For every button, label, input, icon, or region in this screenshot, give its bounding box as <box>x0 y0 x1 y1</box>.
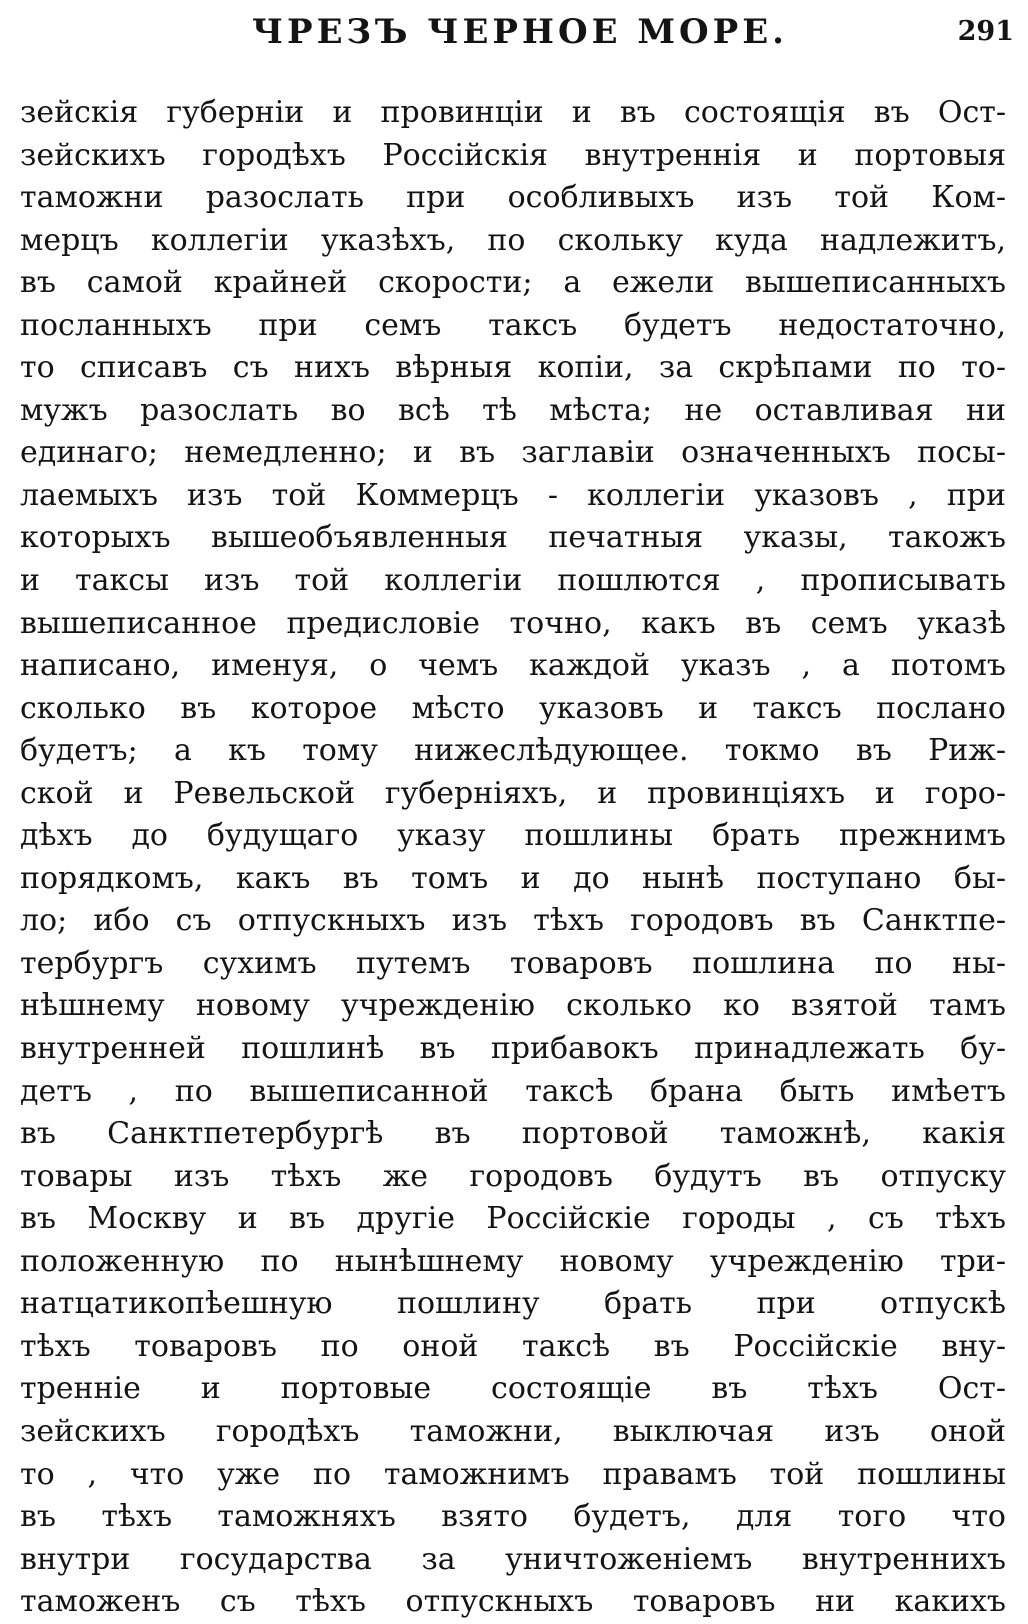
text-line: сколько въ которое мѣсто указовъ и таксъ послано <box>20 690 1006 726</box>
running-head <box>0 12 1028 52</box>
text-line: мерцъ коллегіи указѣхъ, по скольку куда надлежитъ, <box>20 222 1006 258</box>
text-line: и таксы изъ той коллегіи пошлются , прописывать <box>20 563 1006 599</box>
text-line: дѣхъ до будущаго указу пошлины брать прежнимъ <box>20 818 1006 854</box>
text-line: лаемыхъ изъ той Коммерцъ - коллегіи указовъ , при <box>20 477 1006 513</box>
text-line: ло; ибо съ отпускныхъ изъ тѣхъ городовъ въ Санктпе- <box>20 903 1006 939</box>
text-line: единаго; немедленно; и въ заглавіи означенныхъ посы- <box>20 435 1006 471</box>
text-line: въ Москву и въ другіе Россійскіе городы , съ тѣхъ <box>20 1201 1006 1237</box>
text-line: товары изъ тѣхъ же городовъ будутъ въ отпуску <box>20 1158 1006 1194</box>
text-line: мужъ разослать во всѣ тѣ мѣста; не оставливая ни <box>20 392 1006 428</box>
text-line: зейскихъ городѣхъ Россійскія внутреннія и портовыя <box>20 137 1006 173</box>
text-line: въ самой крайней скорости; а ежели вышеписанныхъ <box>20 265 1006 301</box>
running-title: ЧРЕЗЪ ЧЕРНОЕ МОРЕ. <box>252 12 788 52</box>
page-number: 291 <box>957 16 1014 47</box>
text-line: натцатикопѣешную пошлину брать при отпускѣ <box>20 1286 1006 1322</box>
text-line: зейскія губерніи и провинціи и въ состоящія въ Ост- <box>20 95 1006 130</box>
text-line: таможни разослать при особливыхъ изъ той Ком- <box>20 180 1006 216</box>
text-line: тербургъ сухимъ путемъ товаровъ пошлина по ны- <box>20 945 1006 981</box>
text-line: посланныхъ при семъ таксъ будетъ недостаточно, <box>20 307 1006 343</box>
text-line: тѣхъ товаровъ по оной таксѣ въ Россійскіе вну- <box>20 1328 1006 1364</box>
text-line: тренніе и портовые состоящіе въ тѣхъ Ост- <box>20 1371 1006 1407</box>
text-line: зейскихъ городѣхъ таможни, выключая изъ оной <box>20 1413 1006 1449</box>
text-line: детъ , по вышеписанной таксѣ брана быть имѣетъ <box>20 1073 1006 1109</box>
text-line: въ тѣхъ таможняхъ взято будетъ, для того что <box>20 1499 1006 1535</box>
text-line: ской и Ревельской губерніяхъ, и провинціяхъ и горо- <box>20 775 1006 811</box>
text-line: то , что уже по таможнимъ правамъ той пошлины <box>20 1456 1006 1492</box>
text-line: положенную по нынѣшнему новому учрежденію три- <box>20 1243 1006 1279</box>
text-line: написано, именуя, о чемъ каждой указъ , а потомъ <box>20 648 1006 684</box>
text-line: внутри государства за уничтоженіемъ внутреннихъ <box>20 1541 1006 1577</box>
text-line: въ Санктпетербургѣ въ портовой таможнѣ, какія <box>20 1116 1006 1152</box>
text-line: таможенъ съ тѣхъ отпускныхъ товаровъ ни какихъ <box>20 1584 1006 1620</box>
text-line: вышеписанное предисловіе точно, какъ въ семъ указѣ <box>20 605 1006 641</box>
text-line: которыхъ вышеобъявленныя печатныя указы, такожъ <box>20 520 1006 556</box>
text-line: то списавъ съ нихъ вѣрныя копіи, за скрѣпами по то- <box>20 350 1006 386</box>
body-text <box>20 92 1006 1624</box>
text-line: порядкомъ, какъ въ томъ и до нынѣ поступано бы- <box>20 860 1006 896</box>
text-line: внутренней пошлинѣ въ прибавокъ принадлежать бу- <box>20 1031 1006 1067</box>
text-line: нѣшнему новому учрежденію сколько ко взятой тамъ <box>20 988 1006 1024</box>
text-line: будетъ; а къ тому нижеслѣдующее. токмо въ Риж- <box>20 733 1006 769</box>
